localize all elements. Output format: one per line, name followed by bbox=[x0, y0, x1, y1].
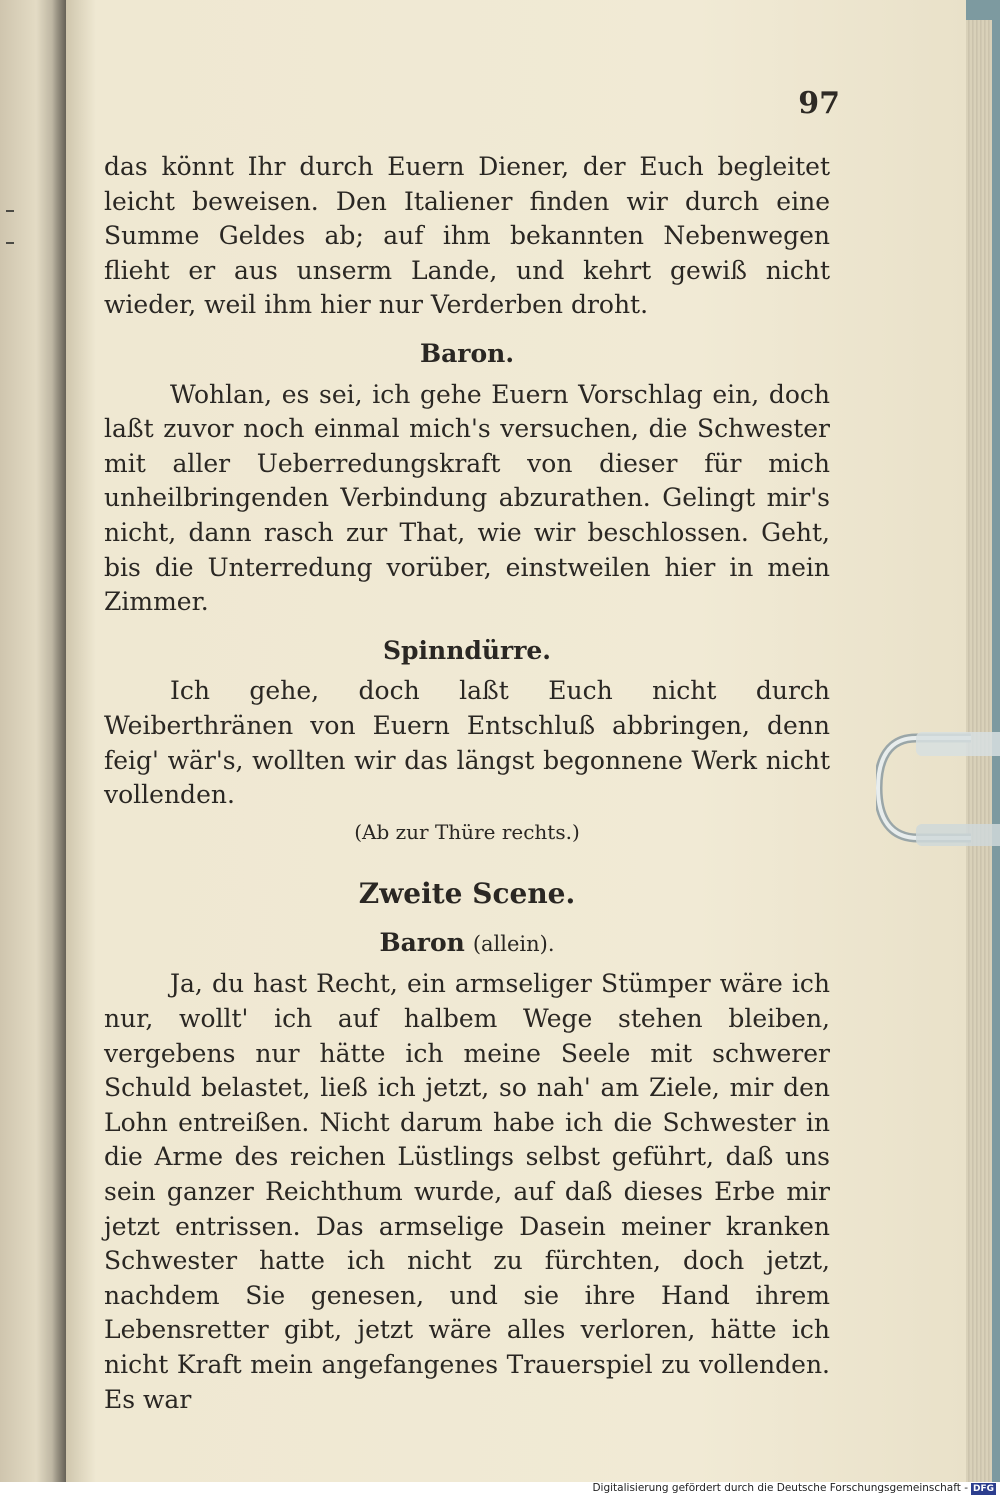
bookmark-clip bbox=[876, 730, 1000, 850]
text-paragraph: Ich gehe, doch laßt Euch nicht durch Weiberthränen von Euern Entschluß abbringen, denn feig' wär's, wollten wir das längst begonnene Werk nicht vollenden. bbox=[104, 676, 830, 810]
scene-heading: Zweite Scene. bbox=[358, 877, 576, 911]
stage-direction: (Ab zur Thüre rechts.) bbox=[354, 819, 580, 844]
text-paragraph: Wohlan, es sei, ich gehe Euern Vorschlag ein, doch laßt zuvor noch einmal mich's versuchen, die Schwester mit aller Ueberredungskraft von dieser für mich unheilbringenden Verbindung abzurathen. Gelingt mir's nicht, dann rasch zur That, wie wir beschlossen. Geht, bis die Unterredung vorüber, einstweilen hier in mein Zimmer. bbox=[104, 379, 830, 617]
speaker-name: Baron bbox=[379, 927, 465, 957]
speaker-heading bbox=[104, 926, 830, 962]
text-paragraph: Ja, du hast Recht, ein armseliger Stümper wäre ich nur, wollt' ich auf halbem Wege stehen bleiben, vergebens nur hätte ich meine Seele mit schwerer Schuld belastet, ließ ich jetzt, so nah' am Ziele, mir den Lohn entreißen. Nicht darum habe ich die Schwester in die Arme des reichen Lüstlings selbst geführt, daß uns sein ganzer Reichthum wurde, auf daß dieses Erbe mir jetzt entrissen. Das armselige Dasein meiner kranken Schwester hatte ich nicht zu fürchten, doch jetzt, nachdem Sie genesen, und sie ihre Hand ihrem Lebensretter gibt, jetzt wäre alles verloren, hätte ich nicht Kraft mein angefangenes Trauerspiel zu vollenden. Es war bbox=[104, 969, 830, 1414]
page-text bbox=[104, 150, 830, 1417]
text-paragraph: das könnt Ihr durch Euern Diener, der Euch begleitet leicht beweisen. Den Italiener finden wir durch eine Summe Geldes ab; auf ihm bekannten Nebenwegen flieht er aus unserm Lande, und kehrt gewiß nicht wieder, weil ihm hier nur Verderben droht. bbox=[104, 152, 830, 320]
speaker-heading bbox=[104, 634, 830, 669]
book-gutter bbox=[52, 0, 66, 1482]
dfg-logo: DFG bbox=[972, 1484, 994, 1494]
speaker-note: (allein). bbox=[472, 931, 555, 956]
page-mark bbox=[6, 210, 14, 212]
digitization-footer bbox=[0, 1482, 1000, 1497]
footer-text: Digitalisierung gefördert durch die Deutsche Forschungsgemeinschaft - bbox=[592, 1482, 968, 1494]
speaker-name: Spinndürre. bbox=[383, 635, 551, 665]
speaker-name: Baron. bbox=[419, 338, 515, 368]
page-mark bbox=[6, 242, 14, 244]
page-number: 97 bbox=[798, 86, 840, 121]
previous-page-edge bbox=[0, 0, 66, 1482]
speaker-heading bbox=[104, 337, 830, 372]
